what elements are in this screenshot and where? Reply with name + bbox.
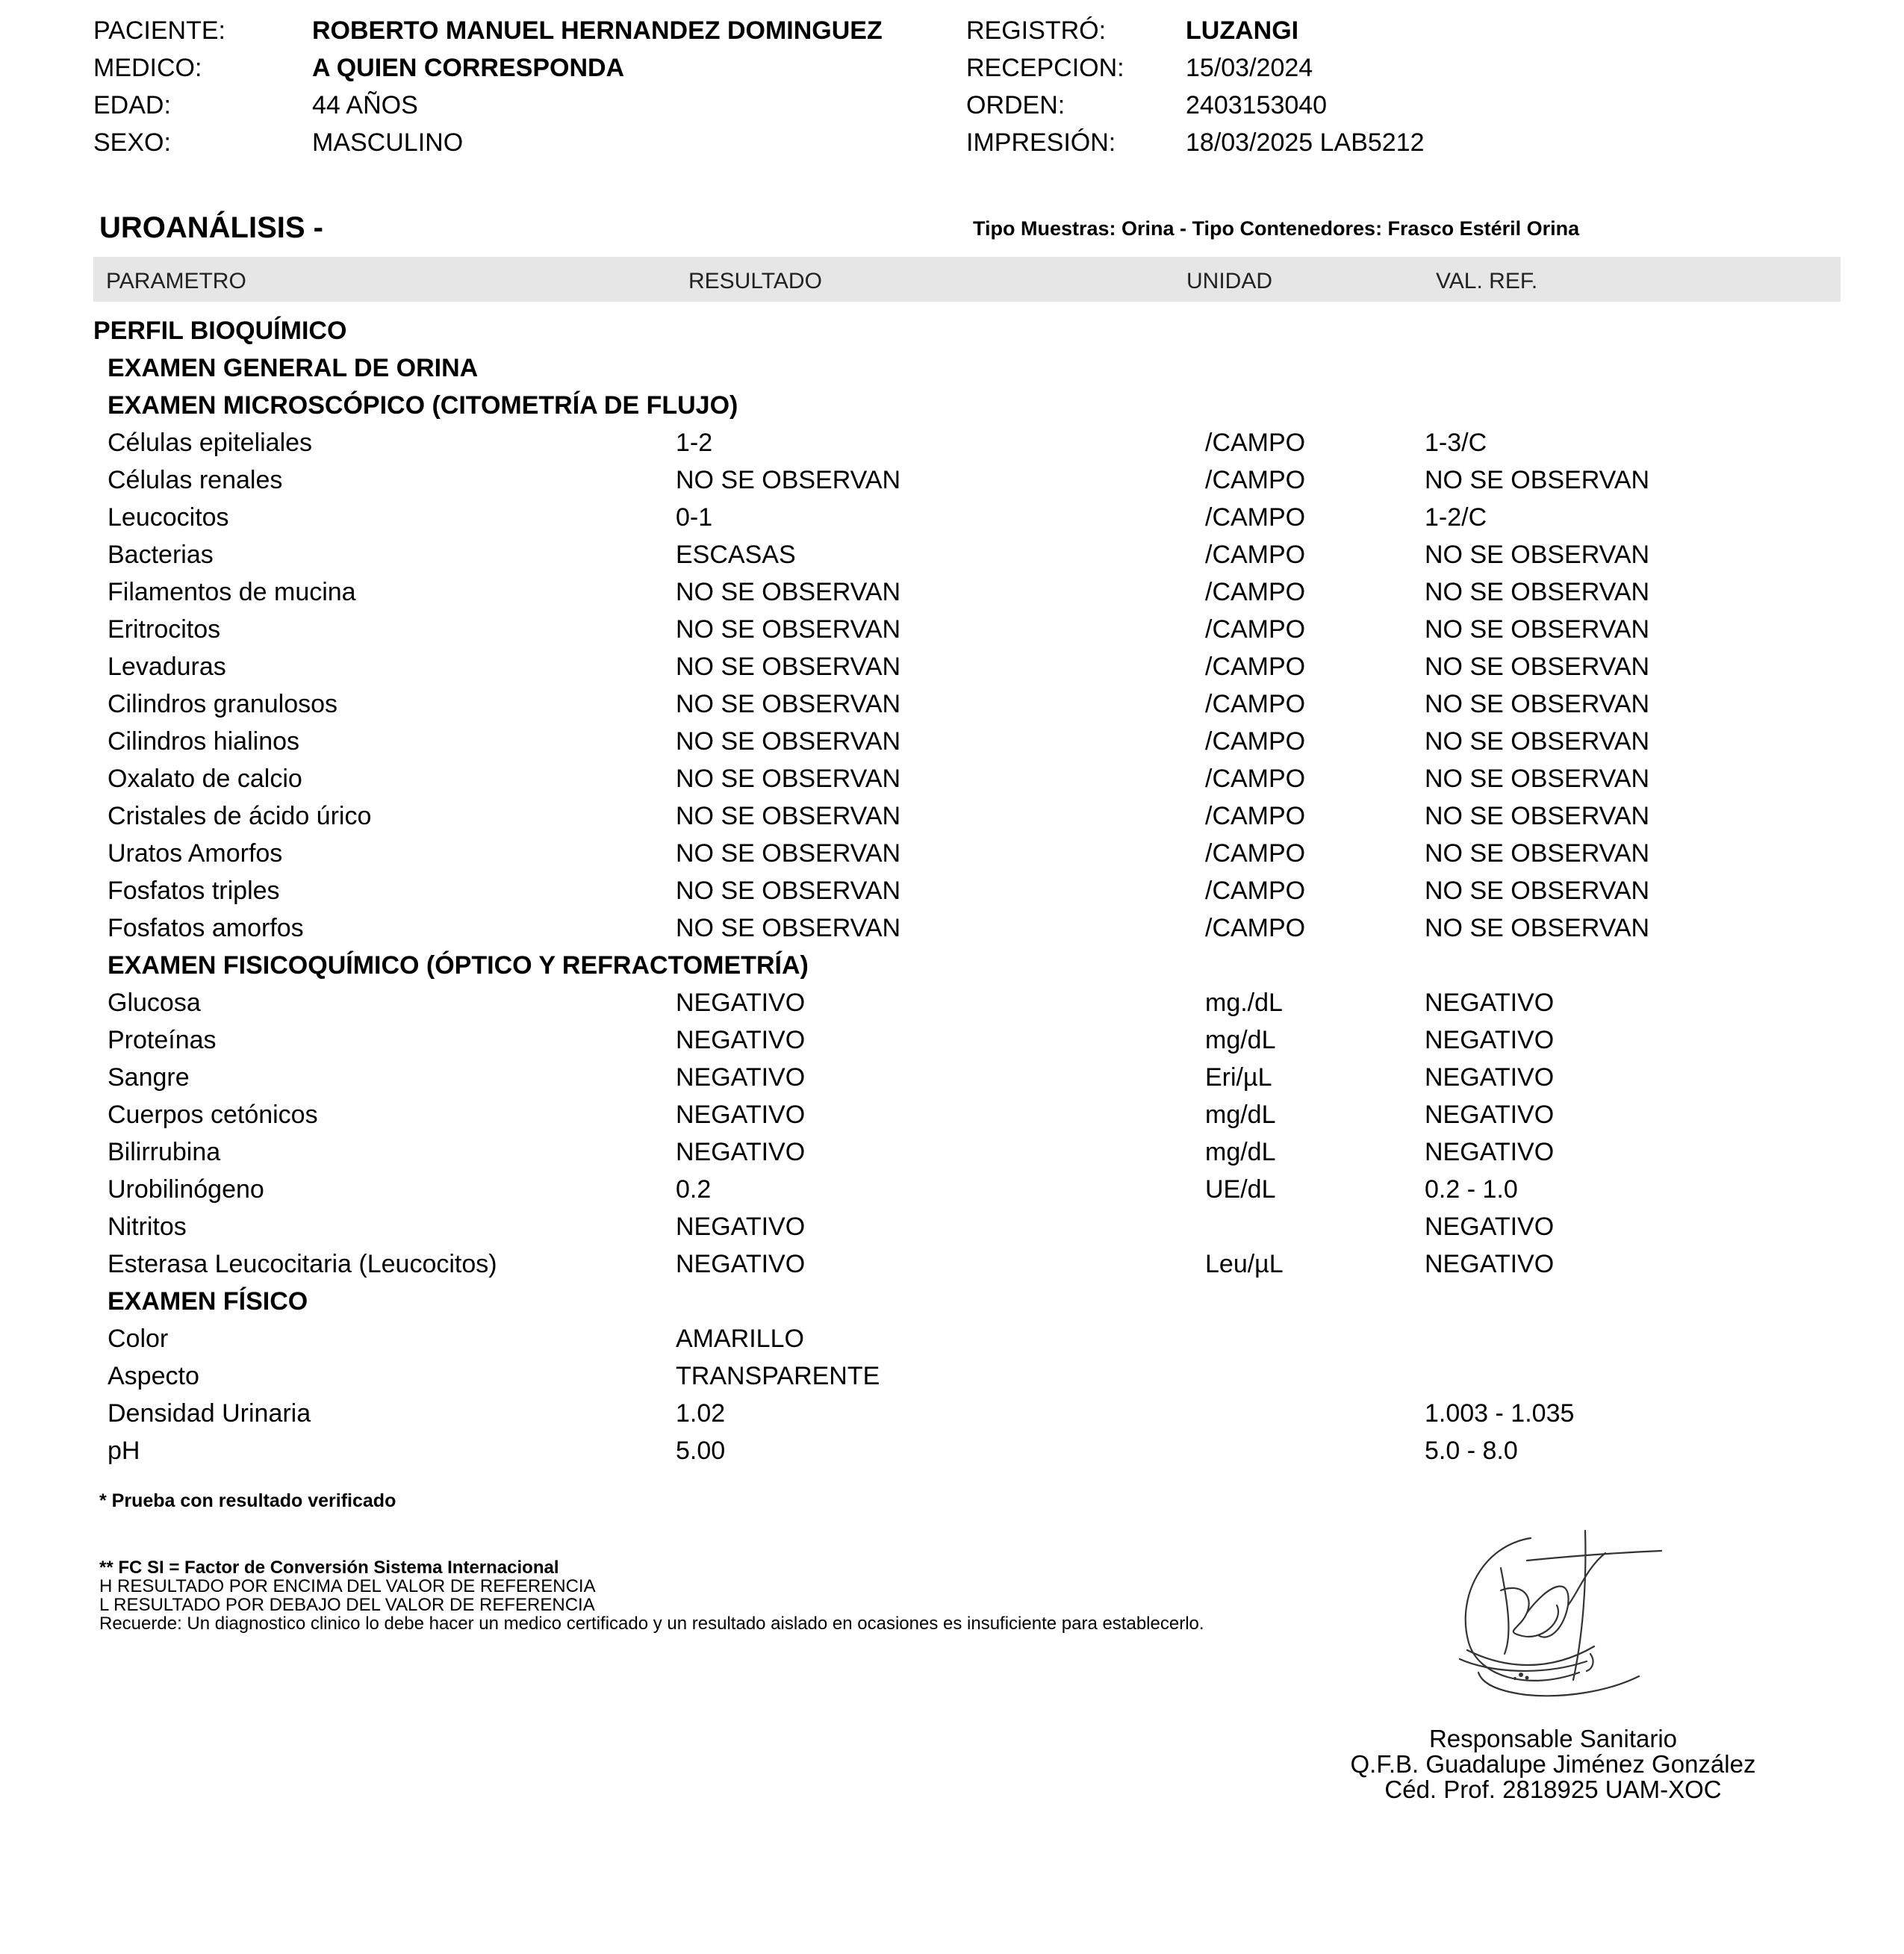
fc-si-note: ** FC SI = Factor de Conversión Sistema Internacional bbox=[99, 1558, 559, 1578]
sample-info: Tipo Muestras: Orina - Tipo Contenedores: Frasco Estéril Orina bbox=[973, 217, 1580, 240]
signer-name: Q.F.B. Guadalupe Jiménez González bbox=[1350, 1750, 1756, 1778]
order-label: ORDEN: bbox=[966, 91, 1065, 119]
doctor-label: MEDICO: bbox=[93, 54, 202, 82]
table-row bbox=[0, 874, 1904, 911]
registered-by-label: REGISTRÓ: bbox=[966, 16, 1107, 45]
verified-note: * Prueba con resultado verificado bbox=[99, 1490, 396, 1511]
table-row bbox=[0, 799, 1904, 836]
section-heading: EXAMEN FÍSICO bbox=[108, 1287, 308, 1316]
results-table bbox=[0, 314, 1904, 1471]
result-value: NO SE OBSERVAN bbox=[676, 727, 901, 756]
parameter-name: Aspecto bbox=[108, 1362, 199, 1390]
parameter-name: Fosfatos amorfos bbox=[108, 914, 304, 942]
print-info: 18/03/2025 LAB5212 bbox=[1186, 128, 1425, 157]
result-value: NO SE OBSERVAN bbox=[676, 914, 901, 942]
table-row bbox=[0, 538, 1904, 575]
reference-value: NO SE OBSERVAN bbox=[1425, 578, 1650, 606]
unit-value: /CAMPO bbox=[1205, 765, 1306, 793]
parameter-name: Filamentos de mucina bbox=[108, 578, 356, 606]
unit-value: Leu/µL bbox=[1205, 1250, 1284, 1278]
parameter-name: Esterasa Leucocitaria (Leucocitos) bbox=[108, 1250, 497, 1278]
reception-date: 15/03/2024 bbox=[1186, 54, 1313, 82]
print-label: IMPRESIÓN: bbox=[966, 128, 1116, 157]
table-row bbox=[0, 1322, 1904, 1359]
section-heading: EXAMEN FISICOQUÍMICO (ÓPTICO Y REFRACTOMETRÍA) bbox=[108, 951, 809, 980]
col-header-result: RESULTADO bbox=[688, 269, 822, 293]
result-value: 1-2 bbox=[676, 429, 713, 457]
section-heading-row bbox=[0, 388, 1904, 426]
parameter-name: Leucocitos bbox=[108, 503, 229, 532]
parameter-name: Levaduras bbox=[108, 653, 226, 681]
parameter-name: Bilirrubina bbox=[108, 1138, 221, 1166]
table-row bbox=[0, 911, 1904, 948]
reference-value: NEGATIVO bbox=[1425, 1250, 1555, 1278]
parameter-name: Nitritos bbox=[108, 1213, 187, 1241]
doctor-name: A QUIEN CORRESPONDA bbox=[312, 54, 625, 82]
unit-value: mg./dL bbox=[1205, 989, 1283, 1017]
result-value: NO SE OBSERVAN bbox=[676, 653, 901, 681]
reference-value: NO SE OBSERVAN bbox=[1425, 653, 1650, 681]
age-value: 44 AÑOS bbox=[312, 91, 418, 119]
unit-value: /CAMPO bbox=[1205, 802, 1306, 830]
unit-value: /CAMPO bbox=[1205, 503, 1306, 532]
result-value: NO SE OBSERVAN bbox=[676, 802, 901, 830]
parameter-name: Cilindros hialinos bbox=[108, 727, 300, 756]
result-value: NO SE OBSERVAN bbox=[676, 466, 901, 494]
result-value: 1.02 bbox=[676, 1399, 726, 1428]
result-value: TRANSPARENTE bbox=[676, 1362, 880, 1390]
reference-value: NEGATIVO bbox=[1425, 1101, 1555, 1129]
reference-value: 1.003 - 1.035 bbox=[1425, 1399, 1575, 1428]
unit-value: /CAMPO bbox=[1205, 466, 1306, 494]
column-header-bar bbox=[93, 257, 1841, 302]
reference-value: NO SE OBSERVAN bbox=[1425, 839, 1650, 868]
patient-label: PACIENTE: bbox=[93, 16, 225, 45]
sex-label: SEXO: bbox=[93, 128, 171, 157]
result-value: 0.2 bbox=[676, 1175, 712, 1204]
signer-role: Responsable Sanitario bbox=[1428, 1725, 1678, 1752]
table-row bbox=[0, 575, 1904, 612]
table-row bbox=[0, 1396, 1904, 1434]
reference-value: 0.2 - 1.0 bbox=[1425, 1175, 1518, 1204]
unit-value: /CAMPO bbox=[1205, 914, 1306, 942]
signature-image bbox=[1437, 1523, 1669, 1710]
reference-value: NO SE OBSERVAN bbox=[1425, 914, 1650, 942]
result-value: NEGATIVO bbox=[676, 1026, 806, 1054]
unit-value: /CAMPO bbox=[1205, 877, 1306, 905]
age-label: EDAD: bbox=[93, 91, 171, 119]
table-row bbox=[0, 463, 1904, 500]
reference-value: NEGATIVO bbox=[1425, 989, 1555, 1017]
reference-value: 1-3/C bbox=[1425, 429, 1487, 457]
result-value: NEGATIVO bbox=[676, 1063, 806, 1092]
unit-value: /CAMPO bbox=[1205, 541, 1306, 569]
parameter-name: Cuerpos cetónicos bbox=[108, 1101, 318, 1129]
section-title: UROANÁLISIS - bbox=[99, 211, 323, 244]
footnotes bbox=[99, 1558, 1204, 1633]
unit-value: mg/dL bbox=[1205, 1026, 1276, 1054]
signature-block bbox=[1322, 1726, 1785, 1802]
table-row bbox=[0, 687, 1904, 724]
parameter-name: Glucosa bbox=[108, 989, 201, 1017]
unit-value: mg/dL bbox=[1205, 1101, 1276, 1129]
parameter-name: Sangre bbox=[108, 1063, 190, 1092]
unit-value: UE/dL bbox=[1205, 1175, 1276, 1204]
table-row bbox=[0, 1210, 1904, 1247]
result-value: 5.00 bbox=[676, 1437, 726, 1465]
reference-value: NO SE OBSERVAN bbox=[1425, 541, 1650, 569]
section-heading: PERFIL BIOQUÍMICO bbox=[93, 317, 347, 345]
table-row bbox=[0, 1172, 1904, 1210]
col-header-parameter: PARAMETRO bbox=[106, 269, 246, 293]
unit-value: /CAMPO bbox=[1205, 578, 1306, 606]
parameter-name: pH bbox=[108, 1437, 140, 1465]
result-value: AMARILLO bbox=[676, 1325, 804, 1353]
result-value: NO SE OBSERVAN bbox=[676, 839, 901, 868]
parameter-name: Urobilinógeno bbox=[108, 1175, 264, 1204]
reference-value: 5.0 - 8.0 bbox=[1425, 1437, 1518, 1465]
parameter-name: Eritrocitos bbox=[108, 615, 221, 644]
table-row bbox=[0, 1359, 1904, 1396]
reference-value: NO SE OBSERVAN bbox=[1425, 877, 1650, 905]
result-value: NO SE OBSERVAN bbox=[676, 615, 901, 644]
parameter-name: Bacterias bbox=[108, 541, 214, 569]
reference-value: NEGATIVO bbox=[1425, 1138, 1555, 1166]
result-value: NEGATIVO bbox=[676, 1101, 806, 1129]
parameter-name: Oxalato de calcio bbox=[108, 765, 302, 793]
table-row bbox=[0, 426, 1904, 463]
section-heading: EXAMEN GENERAL DE ORINA bbox=[108, 354, 479, 382]
result-value: NEGATIVO bbox=[676, 989, 806, 1017]
high-result-note: H RESULTADO POR ENCIMA DEL VALOR DE REFERENCIA bbox=[99, 1576, 596, 1596]
table-row bbox=[0, 1434, 1904, 1471]
table-row bbox=[0, 650, 1904, 687]
signer-license: Céd. Prof. 2818925 UAM-XOC bbox=[1384, 1776, 1722, 1803]
unit-value: /CAMPO bbox=[1205, 429, 1306, 457]
result-value: NEGATIVO bbox=[676, 1250, 806, 1278]
parameter-name: Cilindros granulosos bbox=[108, 690, 338, 718]
unit-value: mg/dL bbox=[1205, 1138, 1276, 1166]
unit-value: /CAMPO bbox=[1205, 615, 1306, 644]
parameter-name: Uratos Amorfos bbox=[108, 839, 283, 868]
sex-value: MASCULINO bbox=[312, 128, 464, 157]
table-row bbox=[0, 1135, 1904, 1172]
result-value: NO SE OBSERVAN bbox=[676, 877, 901, 905]
result-value: ESCASAS bbox=[676, 541, 796, 569]
unit-value: /CAMPO bbox=[1205, 727, 1306, 756]
result-value: 0-1 bbox=[676, 503, 713, 532]
low-result-note: L RESULTADO POR DEBAJO DEL VALOR DE REFERENCIA bbox=[99, 1595, 595, 1615]
table-row bbox=[0, 986, 1904, 1023]
table-row bbox=[0, 1023, 1904, 1060]
result-value: NEGATIVO bbox=[676, 1138, 806, 1166]
parameter-name: Fosfatos triples bbox=[108, 877, 280, 905]
parameter-name: Densidad Urinaria bbox=[108, 1399, 311, 1428]
reference-value: NO SE OBSERVAN bbox=[1425, 466, 1650, 494]
col-header-unit: UNIDAD bbox=[1186, 269, 1273, 293]
reference-value: NO SE OBSERVAN bbox=[1425, 765, 1650, 793]
table-row bbox=[0, 500, 1904, 538]
parameter-name: Cristales de ácido úrico bbox=[108, 802, 372, 830]
table-row bbox=[0, 1098, 1904, 1135]
table-row bbox=[0, 836, 1904, 874]
section-heading: EXAMEN MICROSCÓPICO (CITOMETRÍA DE FLUJO) bbox=[108, 391, 738, 420]
order-number: 2403153040 bbox=[1186, 91, 1328, 119]
table-row bbox=[0, 1060, 1904, 1098]
col-header-reference: VAL. REF. bbox=[1436, 269, 1538, 293]
section-heading-row bbox=[0, 351, 1904, 388]
section-heading-row bbox=[0, 948, 1904, 986]
result-value: NO SE OBSERVAN bbox=[676, 578, 901, 606]
result-value: NO SE OBSERVAN bbox=[676, 765, 901, 793]
reference-value: NEGATIVO bbox=[1425, 1213, 1555, 1241]
reception-label: RECEPCION: bbox=[966, 54, 1124, 82]
reference-value: 1-2/C bbox=[1425, 503, 1487, 532]
parameter-name: Células renales bbox=[108, 466, 283, 494]
section-heading-row bbox=[0, 314, 1904, 351]
disclaimer-note: Recuerde: Un diagnostico clinico lo debe hacer un medico certificado y un resultado aislado en ocasiones es insuficiente para establecerlo. bbox=[99, 1614, 1204, 1634]
table-row bbox=[0, 724, 1904, 762]
unit-value: Eri/µL bbox=[1205, 1063, 1272, 1092]
result-value: NO SE OBSERVAN bbox=[676, 690, 901, 718]
registered-by-value: LUZANGI bbox=[1186, 16, 1299, 45]
table-row bbox=[0, 762, 1904, 799]
parameter-name: Proteínas bbox=[108, 1026, 217, 1054]
section-heading-row bbox=[0, 1284, 1904, 1322]
unit-value: /CAMPO bbox=[1205, 839, 1306, 868]
result-value: NEGATIVO bbox=[676, 1213, 806, 1241]
reference-value: NO SE OBSERVAN bbox=[1425, 615, 1650, 644]
reference-value: NEGATIVO bbox=[1425, 1026, 1555, 1054]
unit-value: /CAMPO bbox=[1205, 690, 1306, 718]
table-row bbox=[0, 612, 1904, 650]
reference-value: NO SE OBSERVAN bbox=[1425, 690, 1650, 718]
patient-name: ROBERTO MANUEL HERNANDEZ DOMINGUEZ bbox=[312, 16, 883, 45]
reference-value: NEGATIVO bbox=[1425, 1063, 1555, 1092]
unit-value: /CAMPO bbox=[1205, 653, 1306, 681]
reference-value: NO SE OBSERVAN bbox=[1425, 727, 1650, 756]
reference-value: NO SE OBSERVAN bbox=[1425, 802, 1650, 830]
parameter-name: Células epiteliales bbox=[108, 429, 313, 457]
table-row bbox=[0, 1247, 1904, 1284]
parameter-name: Color bbox=[108, 1325, 169, 1353]
